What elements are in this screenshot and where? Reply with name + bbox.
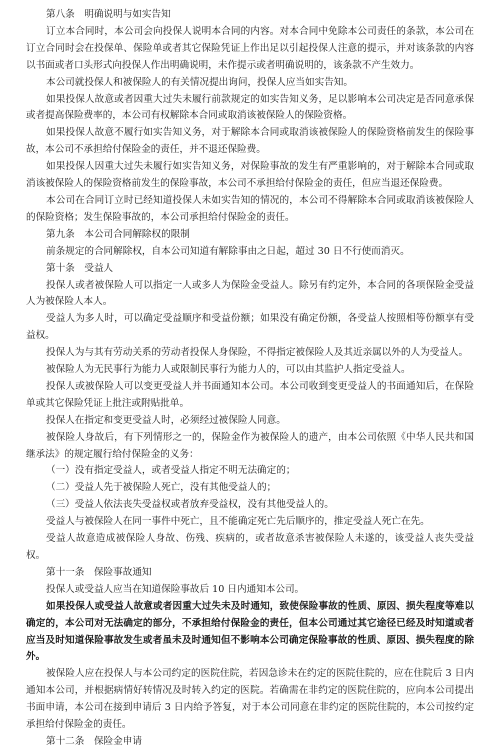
paragraph: 受益人与被保险人在同一事件中死亡，且不能确定死亡先后顺序的，推定受益人死亡在先。 [46,516,430,528]
list-item: （三）受益人依法丧失受益权或者放弃受益权，没有其他受益人的。 [46,499,334,511]
paragraph: 前条规定的合同解除权，自本公司知道有解除事由之日起，超过 30 日不行使而消灭。 [46,245,410,257]
paragraph: 投保人或被保险人可以变更受益人并书面通知本公司。本公司收到变更受益人的书面通知后，在保险单或其它保险凭证上批注或附贴批单。 [26,380,474,409]
paragraph: 本公司在合同订立时已经知道投保人未如实告知的情况的，本公司不得解除本合同或取消该被保险人的保险资格；发生保险事故的，本公司承担给付保险金的责任。 [26,194,474,223]
bold-paragraph: 如果投保人或受益人故意或者因重大过失未及时通知，致使保险事故的性质、原因、损失程度等难以确定的，本公司对无法确定的部分，不承担给付保险金的责任，但本公司通过其它途径已经及时知道或者应当及时知道保险事故发生或者虽未及时通知但不影响本公司确定保险事故的性质、原因、损失程度的除外。 [26,600,474,663]
list-item: （二）受益人先于被保险人死亡，没有其他受益人的； [46,482,277,494]
paragraph: 如果投保人因重大过失未履行如实告知义务，对保险事故的发生有严重影响的，对于解除本合同或取消该被保险人的保险资格前发生的保险事故，本公司不承担给付保险金的责任，但应当退还保险费。 [26,161,474,190]
paragraph: 订立本合同时，本公司会向投保人说明本合同的内容。对本合同中免除本公司责任的条款，本公司在订立合同时会在投保单、保险单或者其它保险凭证上作出足以引起投保人注意的提示，并对该条款的内容以书面或者口头形式向投保人作出明确说明，未作提示或者明确说明的，该条款不产生效力。 [26,25,474,71]
section-heading: 第八条 明确说明与如实告知 [46,9,171,20]
list-item: （一）没有指定受益人，或者受益人指定不明无法确定的； [46,465,296,477]
paragraph: 投保人或者被保险人可以指定一人或多人为保险金受益人。除另有约定外，本合同的各项保险金受益人为被保险人本人。 [26,279,474,308]
paragraph: 如果投保人故意或者因重大过失未履行前款规定的如实告知义务，足以影响本公司决定是否同意承保或者提高保险费率的，本公司有权解除本合同或取消该被保险人的保险资格。 [26,93,474,122]
paragraph: 受益人为多人时，可以确定受益顺序和受益份额；如果没有确定份额，各受益人按照相等份额享有受益权。 [26,313,474,342]
paragraph: 投保人为与其有劳动关系的劳动者投保人身保险，不得指定被保险人及其近亲属以外的人为受益人。 [46,347,469,359]
paragraph: 被保险人应在投保人与本公司约定的医院住院，若因急诊未在约定的医院住院的，应在住院后 3 日内通知本公司，并根据病情好转情况及时转入约定的医院。若确需在非约定的医院住院的，应向本公司提出书面申请，本公司在接到申请后 3 日内给予答复，对于本公司同意在非约定的医院住院的，本公司按约定承担给付保险金的责任。 [26,668,474,731]
paragraph: 如果投保人故意不履行如实告知义务，对于解除本合同或取消该被保险人的保险资格前发生的保险事故，本公司不承担给付保险金的责任，并不退还保险费。 [26,127,474,156]
paragraph: 被保险人身故后，有下列情形之一的，保险金作为被保险人的遗产，由本公司依照《中华人民共和国继承法》的规定履行给付保险金的义务： [26,431,474,460]
section-heading: 第十条 受益人 [46,262,114,274]
section-heading: 第十一条 保险事故通知 [46,566,152,578]
paragraph: 投保人在指定和变更受益人时，必须经过被保险人同意。 [46,414,286,426]
paragraph: 被保险人为无民事行为能力人或限制民事行为能力人的，可以由其监护人指定受益人。 [46,364,411,376]
section-heading: 第十二条 保险金申请 [46,735,142,747]
section-heading: 第九条 本公司合同解除权的限制 [46,228,190,240]
paragraph: 本公司就投保人和被保险人的有关情况提出询问，投保人应当如实告知。 [46,76,353,88]
paragraph: 投保人或受益人应当在知道保险事故后 10 日内通知本公司。 [46,583,305,595]
paragraph: 受益人故意造成被保险人身故、伤残、疾病的，或者故意杀害被保险人未遂的，该受益人丧失受益权。 [26,533,474,561]
